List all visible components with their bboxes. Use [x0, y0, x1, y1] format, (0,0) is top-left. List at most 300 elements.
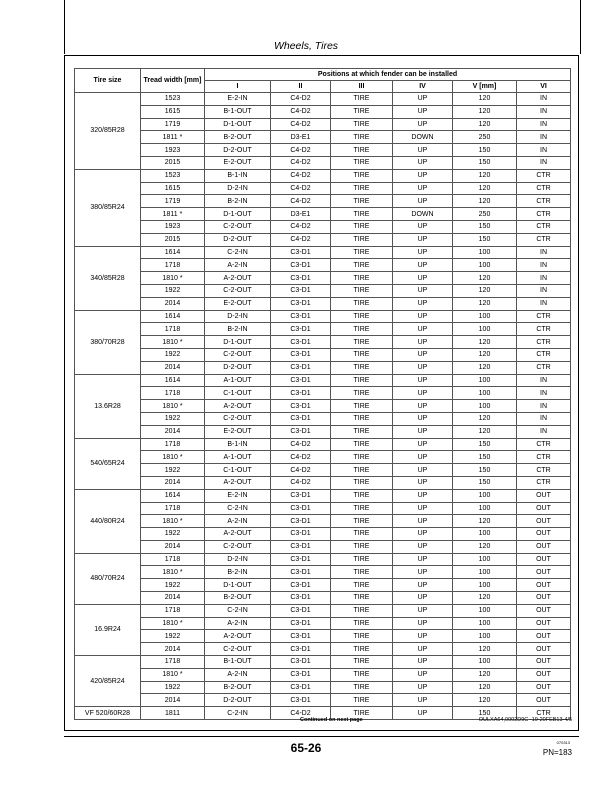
table-cell: C3-D1 — [271, 387, 331, 400]
table-cell: 120 — [453, 93, 517, 106]
table-cell: OUT — [517, 502, 571, 515]
table-cell: C3-D1 — [271, 489, 331, 502]
table-cell: UP — [393, 604, 453, 617]
table-cell: 2014 — [141, 425, 205, 438]
tire-size-cell: 13.6R28 — [75, 374, 141, 438]
table-row — [75, 297, 571, 310]
table-cell: UP — [393, 592, 453, 605]
table-cell: D3-E1 — [271, 208, 331, 221]
table-cell: C4-D2 — [271, 438, 331, 451]
table-cell: CTR — [517, 208, 571, 221]
table-cell: 1615 — [141, 182, 205, 195]
table-cell: OUT — [517, 566, 571, 579]
document-code: OULXA64,0002D9C -19-20FEB13-4/5 — [478, 717, 572, 723]
table-cell: B-2-IN — [205, 566, 271, 579]
table-cell: 1614 — [141, 374, 205, 387]
page-number: 65-26 — [290, 741, 322, 755]
table-cell: 100 — [453, 502, 517, 515]
table-cell: IN — [517, 272, 571, 285]
table-cell: TIRE — [331, 336, 393, 349]
table-cell: TIRE — [331, 553, 393, 566]
table-cell: C4-D2 — [271, 451, 331, 464]
table-cell: 2014 — [141, 694, 205, 707]
table-row — [75, 93, 571, 106]
table-row — [75, 387, 571, 400]
table-cell: UP — [393, 297, 453, 310]
table-cell: C-1-OUT — [205, 387, 271, 400]
table-row — [75, 208, 571, 221]
table-cell: 1614 — [141, 310, 205, 323]
table-cell: OUT — [517, 668, 571, 681]
table-cell: 1718 — [141, 259, 205, 272]
table-cell: CTR — [517, 195, 571, 208]
table-cell: E-2-OUT — [205, 297, 271, 310]
table-cell: CTR — [517, 361, 571, 374]
table-cell: C3-D1 — [271, 502, 331, 515]
table-cell: 120 — [453, 592, 517, 605]
table-cell: C3-D1 — [271, 246, 331, 259]
table-row — [75, 438, 571, 451]
table-cell: 1810 * — [141, 515, 205, 528]
table-cell: C3-D1 — [271, 592, 331, 605]
table-cell: 2014 — [141, 476, 205, 489]
table-cell: UP — [393, 361, 453, 374]
table-cell: C3-D1 — [271, 348, 331, 361]
table-cell: C4-D2 — [271, 144, 331, 157]
table-cell: A-2-OUT — [205, 630, 271, 643]
table-cell: 100 — [453, 489, 517, 502]
table-cell: UP — [393, 336, 453, 349]
table-cell: UP — [393, 502, 453, 515]
table-cell: 2014 — [141, 361, 205, 374]
table-cell: TIRE — [331, 617, 393, 630]
table-cell: TIRE — [331, 284, 393, 297]
table-cell: TIRE — [331, 323, 393, 336]
footer-rule — [64, 736, 579, 737]
table-cell: 120 — [453, 118, 517, 131]
table-cell: UP — [393, 144, 453, 157]
table-cell: TIRE — [331, 425, 393, 438]
table-cell: 1718 — [141, 656, 205, 669]
table-cell: 100 — [453, 246, 517, 259]
table-cell: TIRE — [331, 156, 393, 169]
table-row — [75, 412, 571, 425]
table-cell: 100 — [453, 387, 517, 400]
table-cell: UP — [393, 233, 453, 246]
table-cell: 150 — [453, 707, 517, 720]
tire-size-cell: 320/85R28 — [75, 93, 141, 170]
table-cell: 1718 — [141, 438, 205, 451]
table-row — [75, 604, 571, 617]
table-cell: 1922 — [141, 284, 205, 297]
table-cell: C3-D1 — [271, 656, 331, 669]
table-cell: 1923 — [141, 144, 205, 157]
table-row — [75, 310, 571, 323]
table-cell: C-2-OUT — [205, 412, 271, 425]
table-row — [75, 220, 571, 233]
table-cell: CTR — [517, 476, 571, 489]
table-cell: A-2-IN — [205, 515, 271, 528]
table-cell: A-2-IN — [205, 617, 271, 630]
table-cell: TIRE — [331, 592, 393, 605]
table-cell: TIRE — [331, 246, 393, 259]
table-cell: C3-D1 — [271, 515, 331, 528]
table-row — [75, 592, 571, 605]
table-cell: 150 — [453, 438, 517, 451]
table-cell: 150 — [453, 144, 517, 157]
table-cell: 1719 — [141, 118, 205, 131]
table-cell: TIRE — [331, 93, 393, 106]
table-cell: C4-D2 — [271, 182, 331, 195]
table-cell: D-1-OUT — [205, 118, 271, 131]
table-cell: 120 — [453, 540, 517, 553]
table-cell: 120 — [453, 105, 517, 118]
col-header-i: I — [205, 81, 271, 93]
table-cell: 120 — [453, 425, 517, 438]
table-cell: TIRE — [331, 310, 393, 323]
table-cell: C4-D2 — [271, 233, 331, 246]
table-cell: C4-D2 — [271, 93, 331, 106]
table-cell: UP — [393, 630, 453, 643]
table-cell: OUT — [517, 643, 571, 656]
table-cell: C3-D1 — [271, 681, 331, 694]
col-header-ii: II — [271, 81, 331, 93]
table-cell: IN — [517, 131, 571, 144]
table-cell: 1922 — [141, 681, 205, 694]
table-cell: TIRE — [331, 144, 393, 157]
table-cell: UP — [393, 182, 453, 195]
table-row — [75, 284, 571, 297]
table-cell: E-2-IN — [205, 93, 271, 106]
table-cell: UP — [393, 387, 453, 400]
table-cell: 150 — [453, 464, 517, 477]
table-cell: 1922 — [141, 528, 205, 541]
table-row — [75, 476, 571, 489]
table-row — [75, 464, 571, 477]
table-cell: 100 — [453, 400, 517, 413]
tire-size-cell: 16.9R24 — [75, 604, 141, 655]
table-cell: D-2-IN — [205, 310, 271, 323]
table-cell: A-2-OUT — [205, 528, 271, 541]
table-cell: IN — [517, 297, 571, 310]
table-cell: TIRE — [331, 182, 393, 195]
table-cell: DOWN — [393, 131, 453, 144]
tread-width-header: Tread width [mm] — [141, 69, 205, 93]
table-cell: UP — [393, 246, 453, 259]
table-cell: UP — [393, 438, 453, 451]
table-cell: UP — [393, 412, 453, 425]
table-cell: OUT — [517, 617, 571, 630]
table-row — [75, 425, 571, 438]
table-row — [75, 617, 571, 630]
table-cell: 120 — [453, 272, 517, 285]
table-cell: 120 — [453, 336, 517, 349]
table-row — [75, 451, 571, 464]
table-cell: C-2-OUT — [205, 220, 271, 233]
table-cell: OUT — [517, 694, 571, 707]
table-cell: 2014 — [141, 540, 205, 553]
table-cell: OUT — [517, 681, 571, 694]
table-cell: C4-D2 — [271, 464, 331, 477]
table-cell: OUT — [517, 528, 571, 541]
table-cell: C3-D1 — [271, 630, 331, 643]
table-cell: CTR — [517, 169, 571, 182]
table-row — [75, 144, 571, 157]
table-cell: TIRE — [331, 131, 393, 144]
table-cell: TIRE — [331, 361, 393, 374]
table-cell: C3-D1 — [271, 617, 331, 630]
table-cell: A-2-IN — [205, 668, 271, 681]
table-cell: CTR — [517, 323, 571, 336]
table-cell: UP — [393, 476, 453, 489]
table-cell: 1810 * — [141, 566, 205, 579]
table-cell: 100 — [453, 323, 517, 336]
table-cell: TIRE — [331, 348, 393, 361]
table-cell: 120 — [453, 169, 517, 182]
table-row — [75, 489, 571, 502]
table-cell: TIRE — [331, 502, 393, 515]
table-cell: UP — [393, 310, 453, 323]
table-cell: C-2-OUT — [205, 284, 271, 297]
table-cell: 1718 — [141, 604, 205, 617]
table-cell: 1810 * — [141, 617, 205, 630]
table-row — [75, 668, 571, 681]
table-cell: 100 — [453, 617, 517, 630]
table-cell: A-2-IN — [205, 259, 271, 272]
tire-size-cell: 420/85R24 — [75, 656, 141, 707]
tire-size-cell: 380/85R24 — [75, 169, 141, 246]
table-cell: IN — [517, 246, 571, 259]
table-cell: 2014 — [141, 297, 205, 310]
table-cell: 2014 — [141, 592, 205, 605]
table-cell: UP — [393, 566, 453, 579]
table-row — [75, 246, 571, 259]
col-header-vi: VI — [517, 81, 571, 93]
table-cell: C3-D1 — [271, 694, 331, 707]
table-cell: 1718 — [141, 502, 205, 515]
table-cell: 100 — [453, 374, 517, 387]
table-cell: 120 — [453, 284, 517, 297]
table-cell: TIRE — [331, 208, 393, 221]
table-cell: 120 — [453, 361, 517, 374]
table-cell: TIRE — [331, 400, 393, 413]
table-cell: UP — [393, 707, 453, 720]
tire-size-cell: 380/70R28 — [75, 310, 141, 374]
table-cell: IN — [517, 387, 571, 400]
table-cell: 1718 — [141, 323, 205, 336]
table-cell: 120 — [453, 297, 517, 310]
col-header-iv: IV — [393, 81, 453, 93]
table-cell: IN — [517, 93, 571, 106]
table-cell: 1922 — [141, 464, 205, 477]
table-row — [75, 643, 571, 656]
table-cell: TIRE — [331, 233, 393, 246]
table-cell: 1615 — [141, 105, 205, 118]
table-cell: 1811 * — [141, 208, 205, 221]
table-cell: C4-D2 — [271, 195, 331, 208]
table-cell: A-1-OUT — [205, 451, 271, 464]
table-cell: 1811 — [141, 707, 205, 720]
table-cell: OUT — [517, 515, 571, 528]
table-cell: CTR — [517, 336, 571, 349]
table-cell: 120 — [453, 348, 517, 361]
table-cell: UP — [393, 656, 453, 669]
table-cell: UP — [393, 374, 453, 387]
table-cell: B-1-OUT — [205, 656, 271, 669]
table-cell: IN — [517, 144, 571, 157]
table-cell: IN — [517, 400, 571, 413]
table-row — [75, 400, 571, 413]
table-cell: OUT — [517, 540, 571, 553]
table-cell: B-1-OUT — [205, 105, 271, 118]
table-cell: TIRE — [331, 220, 393, 233]
table-cell: C3-D1 — [271, 400, 331, 413]
table-cell: TIRE — [331, 604, 393, 617]
tire-size-header: Tire size — [75, 69, 141, 93]
section-title: Wheels, Tires — [273, 40, 339, 52]
table-cell: OUT — [517, 630, 571, 643]
table-cell: 2015 — [141, 233, 205, 246]
table-cell: TIRE — [331, 528, 393, 541]
table-cell: TIRE — [331, 412, 393, 425]
table-row — [75, 374, 571, 387]
table-cell: C3-D1 — [271, 272, 331, 285]
table-cell: C3-D1 — [271, 604, 331, 617]
table-cell: 250 — [453, 208, 517, 221]
table-cell: 100 — [453, 604, 517, 617]
table-cell: TIRE — [331, 118, 393, 131]
table-cell: 120 — [453, 643, 517, 656]
table-cell: TIRE — [331, 707, 393, 720]
table-cell: CTR — [517, 233, 571, 246]
table-row — [75, 579, 571, 592]
table-cell: B-1-IN — [205, 438, 271, 451]
table-cell: 1719 — [141, 195, 205, 208]
table-cell: D-1-OUT — [205, 579, 271, 592]
table-row — [75, 681, 571, 694]
table-cell: TIRE — [331, 195, 393, 208]
table-cell: 120 — [453, 412, 517, 425]
table-cell: 100 — [453, 259, 517, 272]
table-cell: IN — [517, 156, 571, 169]
table-cell: 1922 — [141, 579, 205, 592]
table-cell: TIRE — [331, 630, 393, 643]
table-cell: B-2-OUT — [205, 131, 271, 144]
table-cell: IN — [517, 105, 571, 118]
table-cell: UP — [393, 348, 453, 361]
table-cell: IN — [517, 425, 571, 438]
table-cell: TIRE — [331, 272, 393, 285]
table-cell: TIRE — [331, 105, 393, 118]
table-row — [75, 515, 571, 528]
table-cell: 1922 — [141, 630, 205, 643]
table-cell: UP — [393, 156, 453, 169]
table-cell: 1922 — [141, 348, 205, 361]
table-cell: A-2-OUT — [205, 400, 271, 413]
table-cell: 150 — [453, 451, 517, 464]
table-cell: UP — [393, 195, 453, 208]
table-cell: UP — [393, 169, 453, 182]
table-cell: B-2-OUT — [205, 681, 271, 694]
table-cell: UP — [393, 668, 453, 681]
table-cell: TIRE — [331, 643, 393, 656]
table-cell: OUT — [517, 604, 571, 617]
table-row — [75, 156, 571, 169]
table-row — [75, 348, 571, 361]
table-cell: OUT — [517, 656, 571, 669]
table-cell: UP — [393, 451, 453, 464]
table-cell: C3-D1 — [271, 528, 331, 541]
table-row — [75, 540, 571, 553]
table-cell: 1811 * — [141, 131, 205, 144]
table-cell: 120 — [453, 515, 517, 528]
table-cell: C3-D1 — [271, 668, 331, 681]
table-cell: C4-D2 — [271, 169, 331, 182]
table-cell: C3-D1 — [271, 540, 331, 553]
table-cell: B-2-IN — [205, 195, 271, 208]
table-cell: C3-D1 — [271, 553, 331, 566]
table-cell: CTR — [517, 310, 571, 323]
table-cell: C3-D1 — [271, 425, 331, 438]
table-cell: UP — [393, 93, 453, 106]
table-cell: 1614 — [141, 246, 205, 259]
table-cell: 1922 — [141, 412, 205, 425]
table-cell: C3-D1 — [271, 336, 331, 349]
table-row — [75, 553, 571, 566]
table-cell: TIRE — [331, 668, 393, 681]
table-cell: UP — [393, 617, 453, 630]
table-cell: D3-E1 — [271, 131, 331, 144]
table-cell: 1614 — [141, 489, 205, 502]
table-cell: D-2-IN — [205, 182, 271, 195]
table-cell: 150 — [453, 156, 517, 169]
table-cell: CTR — [517, 451, 571, 464]
table-cell: 120 — [453, 694, 517, 707]
table-row — [75, 694, 571, 707]
table-cell: 100 — [453, 656, 517, 669]
table-cell: C4-D2 — [271, 105, 331, 118]
table-cell: UP — [393, 643, 453, 656]
table-cell: C-2-OUT — [205, 348, 271, 361]
table-cell: OUT — [517, 579, 571, 592]
table-cell: D-2-OUT — [205, 144, 271, 157]
table-cell: 2014 — [141, 643, 205, 656]
table-cell: A-2-OUT — [205, 476, 271, 489]
table-cell: 2015 — [141, 156, 205, 169]
table-cell: UP — [393, 259, 453, 272]
table-cell: C4-D2 — [271, 156, 331, 169]
table-cell: CTR — [517, 348, 571, 361]
table-cell: OUT — [517, 592, 571, 605]
table-cell: TIRE — [331, 259, 393, 272]
table-cell: C-2-IN — [205, 246, 271, 259]
table-cell: 1810 * — [141, 668, 205, 681]
table-row — [75, 361, 571, 374]
fender-positions-table — [74, 68, 571, 720]
table-cell: UP — [393, 515, 453, 528]
table-cell: CTR — [517, 438, 571, 451]
table-cell: 1718 — [141, 553, 205, 566]
table-row — [75, 502, 571, 515]
table-cell: 100 — [453, 310, 517, 323]
table-cell: TIRE — [331, 694, 393, 707]
table-cell: UP — [393, 464, 453, 477]
tire-size-cell: 440/80R24 — [75, 489, 141, 553]
table-cell: C3-D1 — [271, 297, 331, 310]
table-row — [75, 169, 571, 182]
table-cell: B-2-OUT — [205, 592, 271, 605]
table-cell: 250 — [453, 131, 517, 144]
